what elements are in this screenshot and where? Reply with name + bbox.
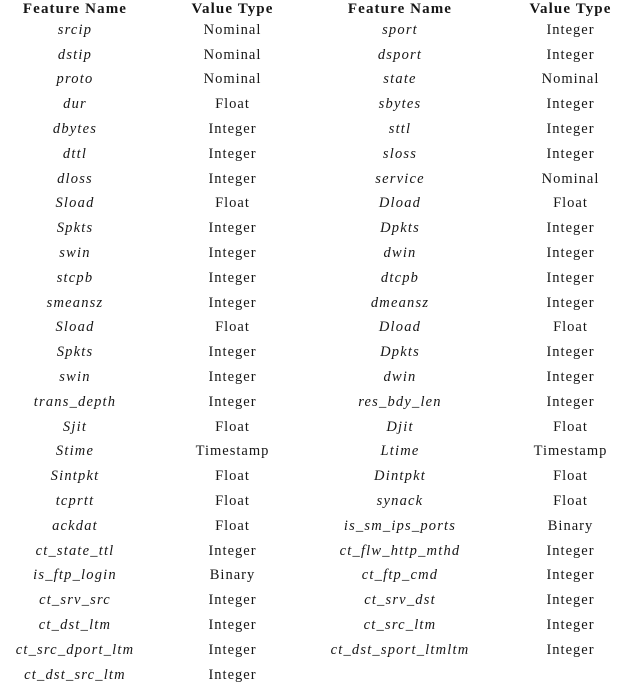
feature-name-cell: ct_dst_src_ltm xyxy=(24,666,126,683)
feature-name-cell: Dload xyxy=(378,319,422,336)
feature-name-cell: ct_state_ttl xyxy=(35,542,115,559)
feature-name-cell xyxy=(315,663,485,688)
value-type-cell: Integer xyxy=(546,21,595,38)
value-type-cell: Integer xyxy=(208,369,257,386)
feature-name-cell: trans_depth xyxy=(33,393,117,410)
feature-name-cell: Spkts xyxy=(56,220,94,237)
feature-name-cell: service xyxy=(375,170,425,187)
feature-name-cell: stcpb xyxy=(56,269,94,286)
feature-name-cell: Dpkts xyxy=(380,220,420,237)
value-type-cell: Float xyxy=(215,493,250,510)
value-type-cell: Nominal xyxy=(541,71,600,88)
feature-name-cell: state xyxy=(383,71,417,88)
feature-name-cell: dstip xyxy=(57,46,93,63)
value-type-cell: Integer xyxy=(546,617,595,634)
feature-name-cell: ct_srv_src xyxy=(39,592,111,609)
feature-name-cell: dttl xyxy=(62,145,88,162)
value-type-cell: Integer xyxy=(546,542,595,559)
value-type-cell: Timestamp xyxy=(533,443,608,460)
feature-name-cell: dbytes xyxy=(52,121,98,138)
value-type-cell: Integer xyxy=(546,245,595,262)
value-type-cell xyxy=(485,663,630,688)
feature-name-cell: swin xyxy=(59,245,91,262)
feature-name-cell: dloss xyxy=(57,170,93,187)
value-type-cell: Integer xyxy=(546,145,595,162)
feature-name-cell: dmeansz xyxy=(370,294,430,311)
feature-name-cell: proto xyxy=(56,71,94,88)
value-type-cell: Integer xyxy=(208,294,257,311)
value-type-cell: Integer xyxy=(208,269,257,286)
value-type-cell: Float xyxy=(215,96,250,113)
feature-name-cell: Ltime xyxy=(380,443,420,460)
feature-name-cell: sttl xyxy=(388,121,412,138)
value-type-cell: Integer xyxy=(546,46,595,63)
feature-name-cell: Sjit xyxy=(62,418,88,435)
feature-name-cell: dwin xyxy=(383,369,417,386)
value-type-cell: Float xyxy=(215,195,250,212)
value-type-cell: Binary xyxy=(547,517,594,534)
feature-name-cell: sport xyxy=(382,21,418,38)
value-type-cell: Integer xyxy=(546,344,595,361)
feature-name-cell: dsport xyxy=(377,46,423,63)
feature-name-cell: ct_src_dport_ltm xyxy=(15,641,135,658)
value-type-cell: Integer xyxy=(208,542,257,559)
value-type-cell: Integer xyxy=(208,220,257,237)
value-type-cell: Integer xyxy=(546,592,595,609)
value-type-cell: Nominal xyxy=(203,71,262,88)
value-type-cell: Integer xyxy=(208,666,257,683)
value-type-cell: Integer xyxy=(208,393,257,410)
value-type-cell: Integer xyxy=(546,567,595,584)
value-type-cell: Float xyxy=(215,517,250,534)
value-type-cell: Float xyxy=(553,319,588,336)
column-header-feature-name-left: Feature Name xyxy=(22,0,128,17)
column-header-feature-name-right: Feature Name xyxy=(347,0,453,17)
value-type-cell: Float xyxy=(215,468,250,485)
value-type-cell: Integer xyxy=(546,393,595,410)
feature-name-cell: ct_srv_dst xyxy=(364,592,436,609)
value-type-cell: Float xyxy=(215,319,250,336)
value-type-cell: Float xyxy=(553,468,588,485)
value-type-cell: Float xyxy=(553,195,588,212)
feature-name-cell: ackdat xyxy=(52,517,98,534)
feature-name-cell: Dintpkt xyxy=(374,468,426,485)
feature-name-cell: ct_dst_sport_ltmltm xyxy=(330,641,470,658)
value-type-cell: Integer xyxy=(546,121,595,138)
value-type-cell: Float xyxy=(553,418,588,435)
column-header-value-type-right: Value Type xyxy=(529,0,612,17)
value-type-cell: Integer xyxy=(208,344,257,361)
feature-name-cell: ct_flw_http_mthd xyxy=(339,542,461,559)
feature-name-cell: Spkts xyxy=(56,344,94,361)
feature-name-cell: synack xyxy=(376,493,424,510)
feature-name-cell: dur xyxy=(63,96,87,113)
value-type-cell: Integer xyxy=(208,245,257,262)
value-type-cell: Integer xyxy=(208,641,257,658)
feature-name-cell: ct_src_ltm xyxy=(363,617,437,634)
feature-name-cell: dtcpb xyxy=(380,269,420,286)
value-type-cell: Float xyxy=(553,493,588,510)
feature-name-cell: ct_ftp_cmd xyxy=(361,567,439,584)
feature-name-cell: Sload xyxy=(55,319,95,336)
feature-name-cell: Dload xyxy=(378,195,422,212)
feature-name-cell: is_sm_ips_ports xyxy=(343,517,457,534)
value-type-cell: Integer xyxy=(208,170,257,187)
value-type-cell: Nominal xyxy=(541,170,600,187)
value-type-cell: Integer xyxy=(208,592,257,609)
feature-name-cell: Dpkts xyxy=(380,344,420,361)
value-type-cell: Nominal xyxy=(203,21,262,38)
value-type-cell: Float xyxy=(215,418,250,435)
value-type-cell: Integer xyxy=(546,641,595,658)
feature-name-cell: Sload xyxy=(55,195,95,212)
value-type-cell: Integer xyxy=(546,220,595,237)
value-type-cell: Binary xyxy=(209,567,256,584)
feature-name-cell: ct_dst_ltm xyxy=(38,617,112,634)
value-type-cell: Integer xyxy=(546,369,595,386)
feature-name-cell: res_bdy_len xyxy=(358,393,442,410)
value-type-cell: Integer xyxy=(208,617,257,634)
feature-name-cell: Sintpkt xyxy=(50,468,100,485)
feature-name-cell: Djit xyxy=(386,418,414,435)
column-header-value-type-left: Value Type xyxy=(191,0,274,17)
value-type-cell: Integer xyxy=(208,145,257,162)
feature-name-cell: smeansz xyxy=(46,294,104,311)
value-type-cell: Integer xyxy=(546,96,595,113)
feature-name-cell: dwin xyxy=(383,245,417,262)
feature-name-cell: swin xyxy=(59,369,91,386)
feature-name-cell: is_ftp_login xyxy=(33,567,117,584)
feature-name-cell: sloss xyxy=(382,145,418,162)
feature-name-cell: Stime xyxy=(55,443,95,460)
value-type-cell: Integer xyxy=(546,294,595,311)
feature-name-cell: tcprtt xyxy=(55,493,95,510)
value-type-cell: Nominal xyxy=(203,46,262,63)
feature-name-cell: sbytes xyxy=(378,96,422,113)
value-type-cell: Integer xyxy=(208,121,257,138)
value-type-cell: Timestamp xyxy=(195,443,270,460)
feature-name-cell: srcip xyxy=(57,21,93,38)
value-type-cell: Integer xyxy=(546,269,595,286)
